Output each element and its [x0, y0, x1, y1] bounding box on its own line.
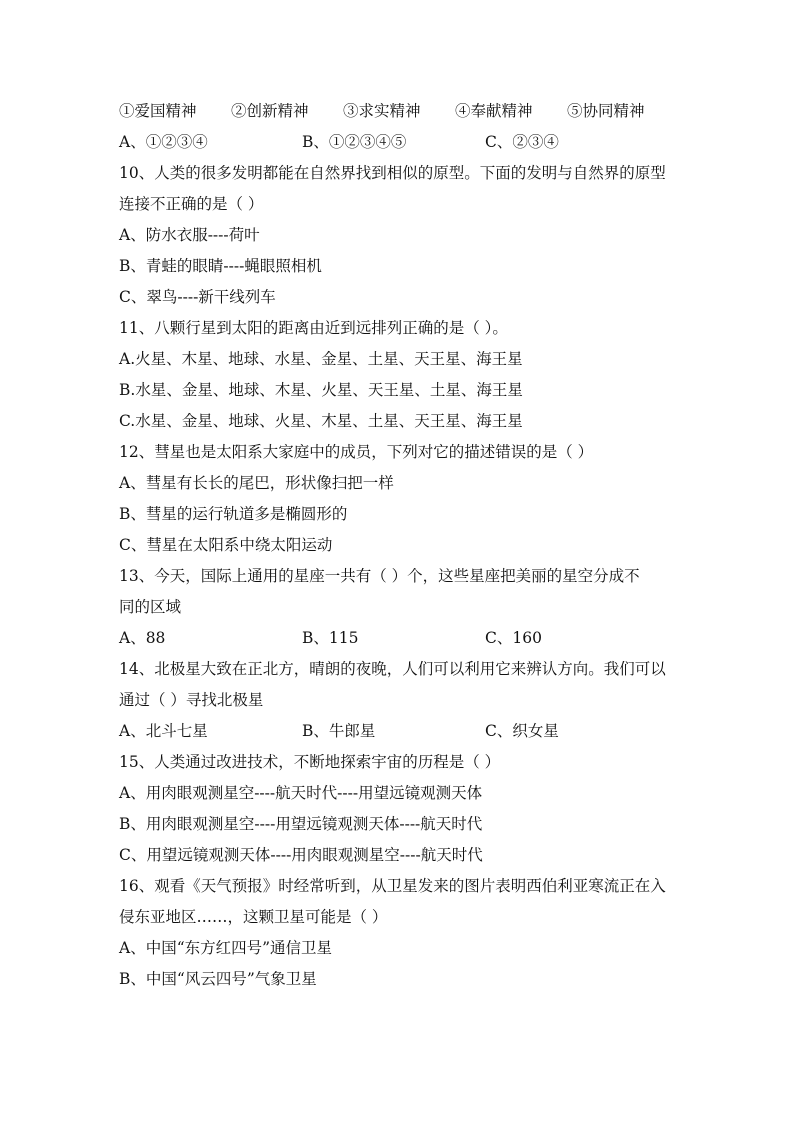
option-a: A、彗星有长长的尾巴，形状像扫把一样: [119, 474, 394, 492]
question-stem: 10、人类的很多发明都能在自然界找到相似的原型。下面的发明与自然界的原型: [119, 164, 666, 182]
spirit-item: ②创新精神: [231, 102, 309, 120]
option-c: C、用望远镜观测天体----用肉眼观测星空----航天时代: [119, 846, 483, 864]
question-content: [119, 96, 689, 995]
option-b: B、中国“风云四号”气象卫星: [119, 970, 317, 988]
question-stem: 连接不正确的是（ ）: [119, 195, 264, 213]
question-stem: 侵东亚地区……，这颗卫星可能是（ ）: [119, 908, 388, 926]
question-stem: 通过（ ）寻找北极星: [119, 691, 264, 709]
option-a: A、用肉眼观测星空----航天时代----用望远镜观测天体: [119, 784, 483, 802]
option-b: B、①②③④⑤: [302, 133, 407, 151]
question-stem: 11、八颗行星到太阳的距离由近到远排列正确的是（ ）。: [119, 319, 508, 337]
option-c: C.水星、金星、地球、火星、木星、土星、天王星、海王星: [119, 412, 523, 430]
question-stem: 15、人类通过改进技术，不断地探索宇宙的历程是（ ）: [119, 753, 501, 771]
spirit-item: ①爱国精神: [119, 102, 197, 120]
q13-options: [119, 623, 689, 654]
option-c: C、彗星在太阳系中绕太阳运动: [119, 536, 333, 554]
question-stem: 13、今天，国际上通用的星座一共有（ ）个，这些星座把美丽的星空分成不: [119, 567, 640, 585]
spirit-item: ④奉献精神: [455, 102, 533, 120]
option-c: C、160: [485, 629, 542, 647]
option-c: C、翠鸟----新干线列车: [119, 288, 276, 306]
question-stem: 同的区域: [119, 598, 182, 616]
option-a: A、北斗七星: [119, 722, 208, 740]
option-b: B、115: [302, 629, 359, 647]
question-stem: 16、观看《天气预报》时经常听到，从卫星发来的图片表明西伯利亚寒流正在入: [119, 877, 666, 895]
spirit-list: [119, 96, 689, 127]
option-a: A、防水衣服----荷叶: [119, 226, 260, 244]
option-b: B、青蛙的眼睛----蝇眼照相机: [119, 257, 322, 275]
option-a: A、①②③④: [119, 133, 208, 151]
option-b: B.水星、金星、地球、木星、火星、天王星、土星、海王星: [119, 381, 523, 399]
option-c: C、②③④: [485, 133, 559, 151]
q9-options: [119, 127, 689, 158]
spirit-item: ⑤协同精神: [567, 102, 645, 120]
option-b: B、用肉眼观测星空----用望远镜观测天体----航天时代: [119, 815, 483, 833]
q14-options: [119, 716, 689, 747]
question-stem: 12、彗星也是太阳系大家庭中的成员，下列对它的描述错误的是（ ）: [119, 443, 594, 461]
question-stem: 14、北极星大致在正北方，晴朗的夜晚，人们可以利用它来辨认方向。我们可以: [119, 660, 666, 678]
option-c: C、织女星: [485, 722, 559, 740]
option-a: A.火星、木星、地球、水星、金星、土星、天王星、海王星: [119, 350, 523, 368]
option-a: A、中国“东方红四号”通信卫星: [119, 939, 333, 957]
option-b: B、牛郎星: [302, 722, 376, 740]
option-b: B、彗星的运行轨道多是椭圆形的: [119, 505, 348, 523]
spirit-item: ③求实精神: [343, 102, 421, 120]
option-a: A、88: [119, 629, 166, 647]
